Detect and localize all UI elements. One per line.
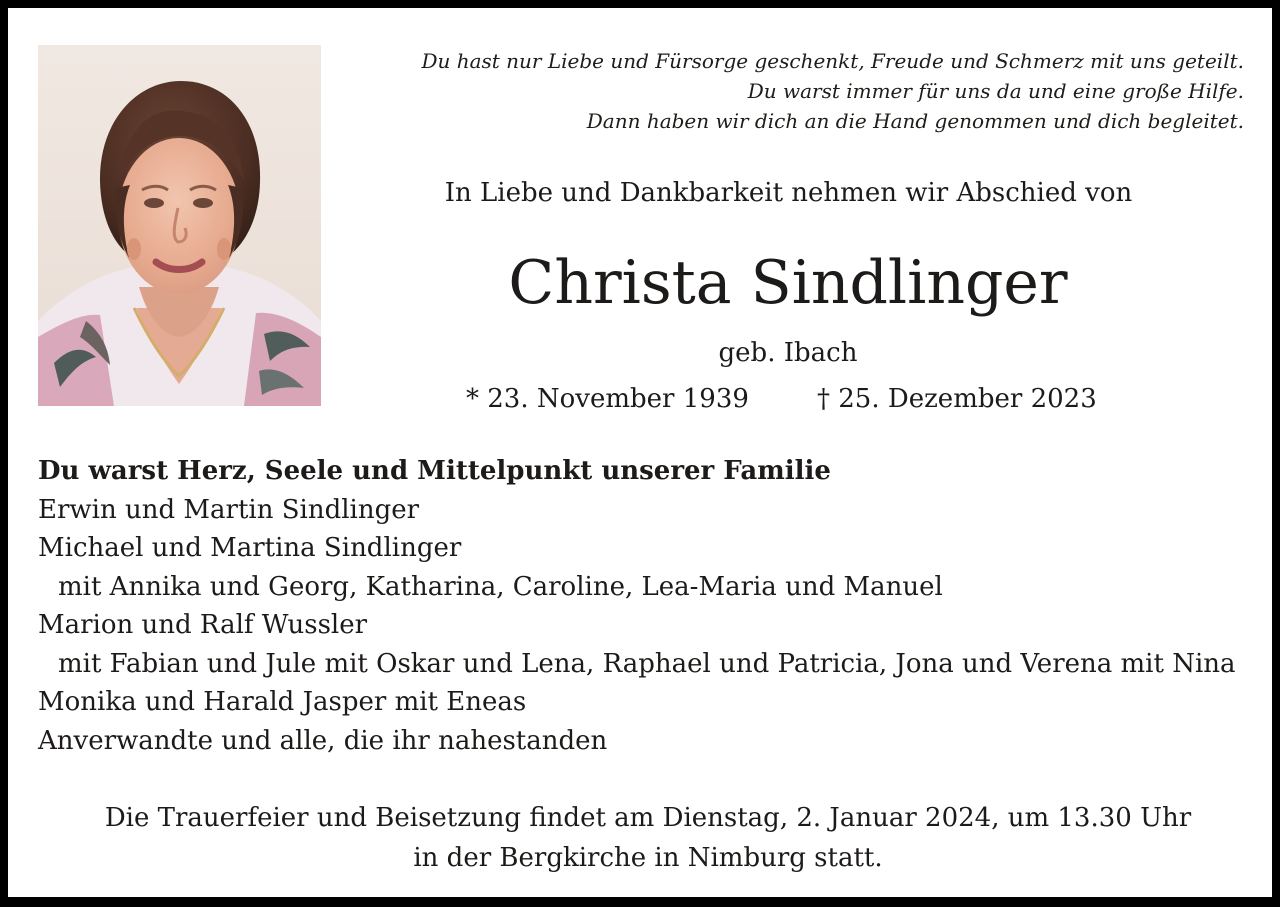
birth-date: * 23. November 1939: [466, 384, 749, 414]
service-line: Die Trauerfeier und Beisetzung findet am Dienstag, 2. Januar 2024, um 13.30 Uhr: [104, 803, 1192, 833]
deceased-name: Christa Sindlinger: [508, 248, 1068, 318]
service-line: in der Bergkirche in Nimburg statt.: [413, 843, 883, 873]
family-member-line: mit Annika und Georg, Katharina, Caroline, Lea-Maria und Manuel: [58, 571, 943, 602]
family-member-line: Michael und Martina Sindlinger: [38, 533, 462, 563]
service-announcement: [38, 798, 1258, 878]
quote-line: Du warst immer für uns da und eine große Hilfe.: [747, 79, 1244, 103]
memorial-quote: [384, 46, 1244, 136]
family-member-line: mit Fabian und Jule mit Oskar und Lena, Raphael und Patricia, Jona und Verena mit Nina: [58, 648, 1236, 679]
family-member-line: Marion und Ralf Wussler: [38, 610, 368, 640]
birth-name: geb. Ibach: [718, 338, 858, 368]
life-dates: [368, 377, 1208, 421]
family-list: [38, 452, 1258, 760]
family-member-line: Erwin und Martin Sindlinger: [38, 494, 420, 525]
farewell-intro: In Liebe und Dankbarkeit nehmen wir Abschied von: [444, 178, 1133, 208]
quote-line: Dann haben wir dich an die Hand genommen und dich begleitet.: [586, 109, 1244, 133]
quote-line: Du hast nur Liebe und Fürsorge geschenkt, Freude und Schmerz mit uns geteilt.: [421, 49, 1244, 73]
portrait-photo: [38, 45, 321, 406]
family-member-line: Anverwandte und alle, die ihr nahestanden: [38, 725, 608, 756]
family-member-line: Monika und Harald Jasper mit Eneas: [38, 687, 527, 717]
death-date: † 25. Dezember 2023: [817, 384, 1097, 414]
family-heading: Du warst Herz, Seele und Mittelpunkt unserer Familie: [38, 456, 831, 486]
